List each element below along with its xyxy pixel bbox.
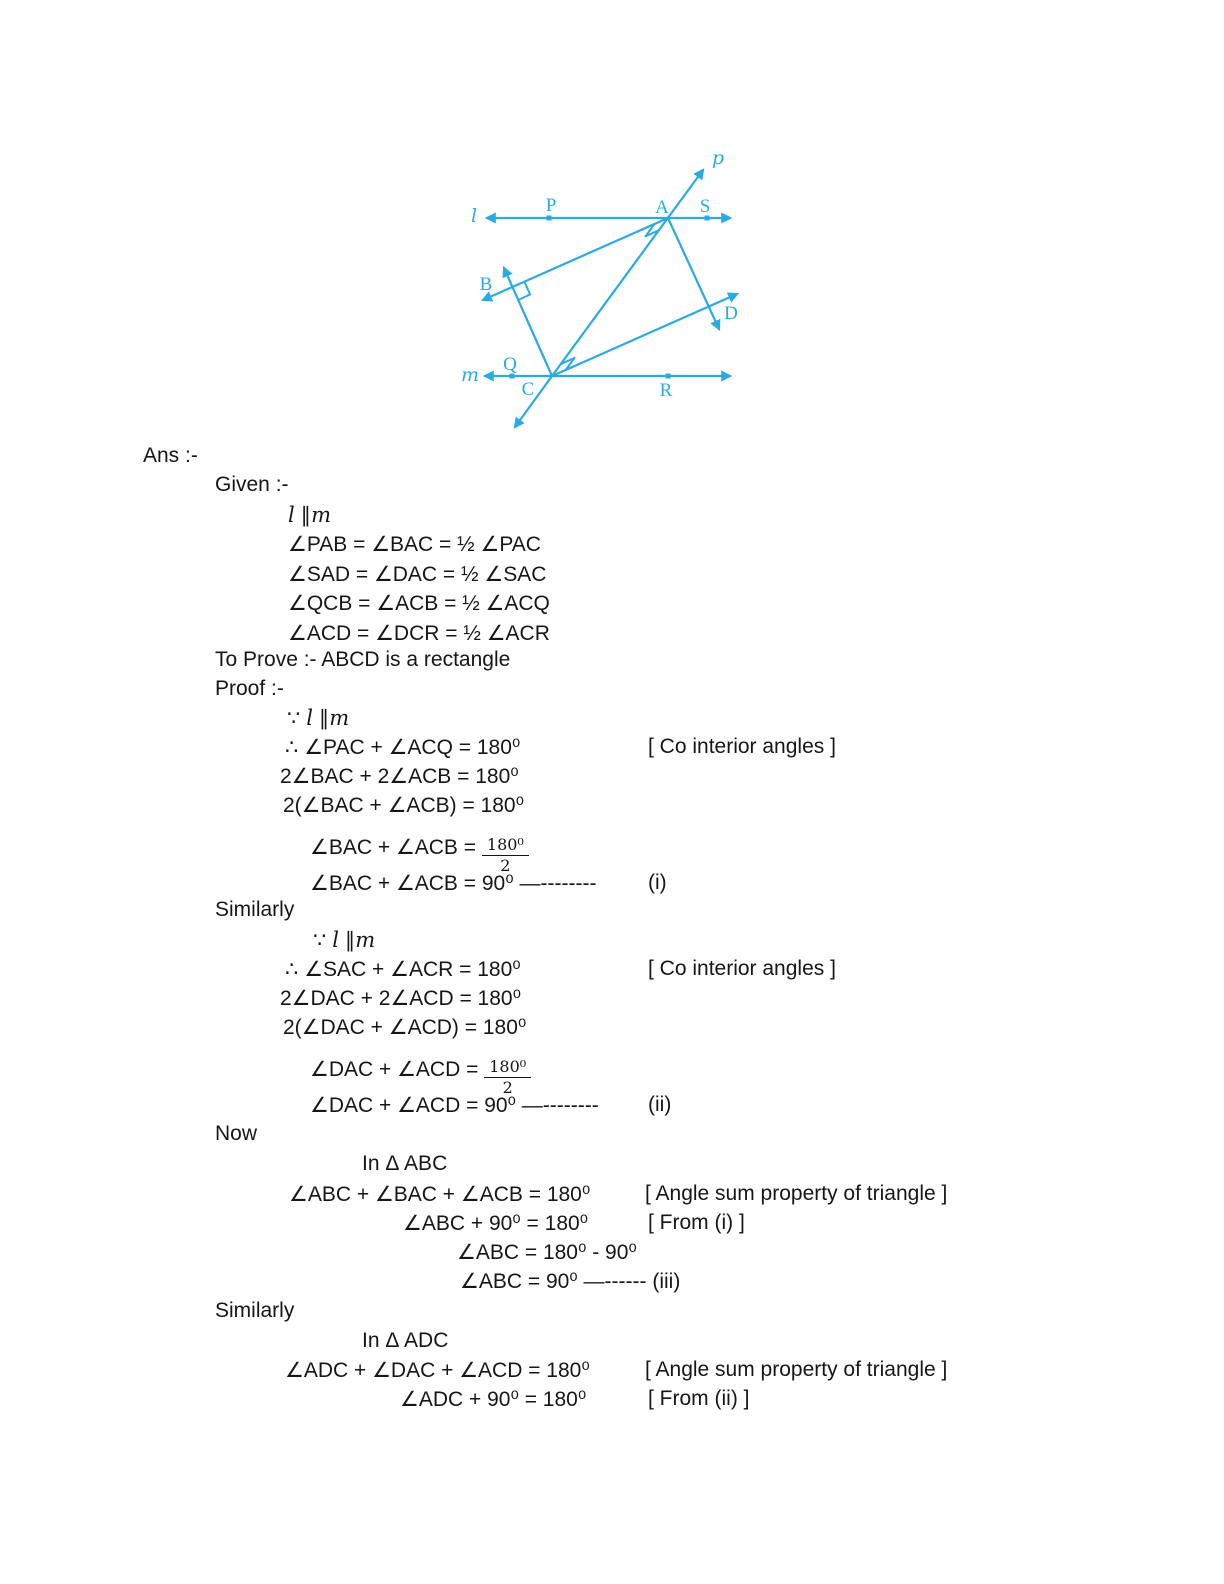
proof-line-text [288,503,331,528]
tick-P [547,216,552,221]
math-italic-symbol: l [306,706,313,730]
geometry-diagram [440,120,770,450]
proof-line [0,444,1224,476]
text-run: ∠DAC + ∠ACD = [310,1058,485,1081]
diagram-label-Q: Q [503,354,517,375]
proof-line-text: ∠ADC + ∠DAC + ∠ACD = 180⁰ [285,1359,590,1382]
proof-line-text: Similarly [215,898,295,921]
proof-line [0,1329,1224,1361]
proof-line [0,1122,1224,1154]
proof-line-text: 2(∠DAC + ∠ACD) = 180⁰ [283,1016,527,1039]
text-run: ∠BAC + ∠ACB = [310,836,482,859]
proof-line-text: Ans :- [143,444,198,467]
proof-line-text [310,1057,531,1097]
proof-line-text: ∠ACD = ∠DCR = ½ ∠ACR [288,622,550,645]
proof-line [0,1240,1224,1272]
proof-line [0,986,1224,1018]
proof-line-text: Similarly [215,1299,295,1322]
diagram-label-C: C [521,379,535,400]
proof-line-text: 2(∠BAC + ∠ACB) = 180⁰ [283,794,524,817]
right-angle-mark-B [518,283,530,300]
proof-line-note: [ Angle sum property of triangle ] [645,1182,948,1205]
proof-line-text: ∠QCB = ∠ACB = ½ ∠ACQ [288,592,550,615]
diagram-label-D: D [724,303,738,324]
diagram-label-p: p [711,147,725,169]
proof-line-text: Proof :- [215,677,284,700]
proof-line [0,928,1224,960]
diagram-label-P: P [545,195,557,216]
proof-line [0,957,1224,989]
text-run: ∥ [312,707,330,730]
fraction-denominator: 2 [500,856,511,875]
proof-line-note: (ii) [648,1093,672,1116]
proof-line-text: ∠ABC + 90⁰ = 180⁰ [403,1212,589,1235]
proof-line-text: ∠DAC + ∠ACD = 90⁰ —-------- [310,1094,599,1117]
proof-line [0,591,1224,623]
proof-line-text: Now [215,1122,258,1145]
text-run: ∥ [294,504,312,527]
proof-line-text: ∠ADC + 90⁰ = 180⁰ [400,1388,587,1411]
diagram-label-m: m [460,364,480,386]
tick-R [666,374,671,379]
proof-line [0,532,1224,564]
fraction-denominator: 2 [502,1078,513,1097]
math-italic-symbol: l [332,928,339,952]
proof-line-note: [ Angle sum property of triangle ] [645,1358,948,1381]
proof-line [0,1211,1224,1243]
proof-line [0,648,1224,680]
math-italic-symbol: m [355,928,376,952]
proof-line [0,1056,1224,1097]
proof-line [0,1358,1224,1390]
text-run: ∥ [338,929,356,952]
proof-line-text: 2∠BAC + 2∠ACB = 180⁰ [280,765,519,788]
proof-line [0,1093,1224,1125]
proof-line [0,1299,1224,1331]
proof-line-note: [ Co interior angles ] [648,957,836,980]
proof-line-text: ∠BAC + ∠ACB = 90⁰ —-------- [310,872,597,895]
proof-line-text: Given :- [215,473,289,496]
line-p-upper [552,170,703,376]
proof-line-note: [ From (i) ] [648,1211,745,1234]
math-italic-symbol: m [329,706,350,730]
proof-line [0,562,1224,594]
diagram-label-S: S [699,196,711,217]
proof-line-text: ∠ABC = 90⁰ —------ (iii) [460,1270,681,1293]
proof-line [0,473,1224,505]
diagram-label-R: R [659,380,673,401]
proof-line-text: ∠SAD = ∠DAC = ½ ∠SAC [288,563,547,586]
proof-line-text: ∠ABC = 180⁰ - 90⁰ [457,1241,637,1264]
fraction-numerator: 180⁰ [484,1058,531,1078]
proof-line [0,735,1224,767]
diagram-label-A: A [655,197,669,218]
proof-line-text: ∠ABC + ∠BAC + ∠ACB = 180⁰ [289,1183,591,1206]
proof-line [0,706,1224,738]
proof-line-text: To Prove :- ABCD is a rectangle [215,648,511,671]
proof-line-text [287,706,349,731]
diagram-label-l: l [470,205,478,227]
ray-a-to-b [483,218,668,300]
fraction-numerator: 180⁰ [482,836,529,856]
proof-line [0,1152,1224,1184]
math-italic-symbol: m [311,503,331,527]
proof-line-text [310,835,529,875]
proof-line [0,1015,1224,1047]
proof-line [0,677,1224,709]
ray-c-to-d [552,294,737,376]
proof-line-text: ∴ ∠SAC + ∠ACR = 180⁰ [285,958,521,981]
proof-line-note: (i) [648,871,667,894]
proof-line-text [313,928,375,953]
proof-line-text: ∠PAB = ∠BAC = ½ ∠PAC [288,533,541,556]
proof-line [0,764,1224,796]
proof-line [0,1182,1224,1214]
text-run: ∵ [287,707,307,730]
fraction [484,1058,531,1098]
proof-line [0,1387,1224,1419]
proof-line-text: In Δ ABC [362,1152,448,1175]
proof-line-text: ∴ ∠PAC + ∠ACQ = 180⁰ [285,736,521,759]
text-run: ∵ [313,929,333,952]
proof-line [0,1269,1224,1301]
math-italic-symbol: l [288,503,295,527]
proof-line [0,503,1224,535]
proof-line [0,898,1224,930]
fraction [482,836,529,876]
proof-line-text: In Δ ADC [362,1329,449,1352]
proof-line-note: [ From (ii) ] [648,1387,750,1410]
diagram-label-B: B [479,274,493,295]
proof-line-text: 2∠DAC + 2∠ACD = 180⁰ [280,987,522,1010]
proof-line [0,834,1224,875]
proof-line [0,793,1224,825]
proof-line-note: [ Co interior angles ] [648,735,836,758]
